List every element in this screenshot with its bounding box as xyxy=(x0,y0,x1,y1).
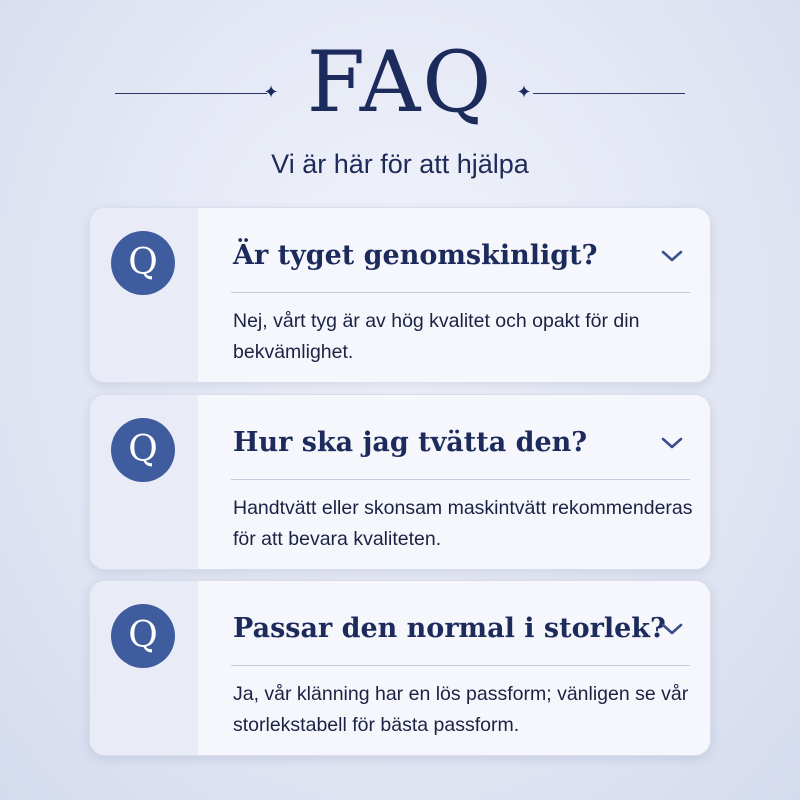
faq-question[interactable]: Är tyget genomskinligt? xyxy=(233,240,598,271)
chevron-down-icon[interactable] xyxy=(658,429,686,457)
sparkle-icon: ✦ xyxy=(263,82,279,103)
faq-question[interactable]: Hur ska jag tvätta den? xyxy=(233,427,588,458)
question-badge: Q xyxy=(111,418,175,482)
page-subtitle: Vi är här för att hjälpa xyxy=(271,149,529,179)
decorative-line-right xyxy=(533,93,685,94)
sparkle-icon: ✦ xyxy=(516,82,532,103)
question-badge: Q xyxy=(111,604,175,668)
question-badge: Q xyxy=(111,231,175,295)
faq-answer: Nej, vårt tyg är av hög kvalitet och opakt för din bekvämlighet. xyxy=(233,310,640,363)
faq-question[interactable]: Passar den normal i storlek? xyxy=(233,613,666,644)
chevron-down-icon[interactable] xyxy=(658,242,686,270)
faq-divider xyxy=(231,479,690,480)
faq-answer: Handtvätt eller skonsam maskintvätt rekommenderas för att bevara kvaliteten. xyxy=(233,497,693,550)
chevron-down-icon[interactable] xyxy=(658,615,686,643)
faq-item-fabric[interactable] xyxy=(89,207,711,383)
page-title: FAQ xyxy=(306,33,494,131)
faq-divider xyxy=(231,292,690,293)
faq-answer: Ja, vår klänning har en lös passform; vänligen se vår storlekstabell för bästa passform. xyxy=(233,683,689,736)
faq-item-sizing[interactable] xyxy=(89,580,711,756)
faq-header xyxy=(0,0,800,200)
faq-item-washing[interactable] xyxy=(89,394,711,570)
faq-divider xyxy=(231,665,690,666)
